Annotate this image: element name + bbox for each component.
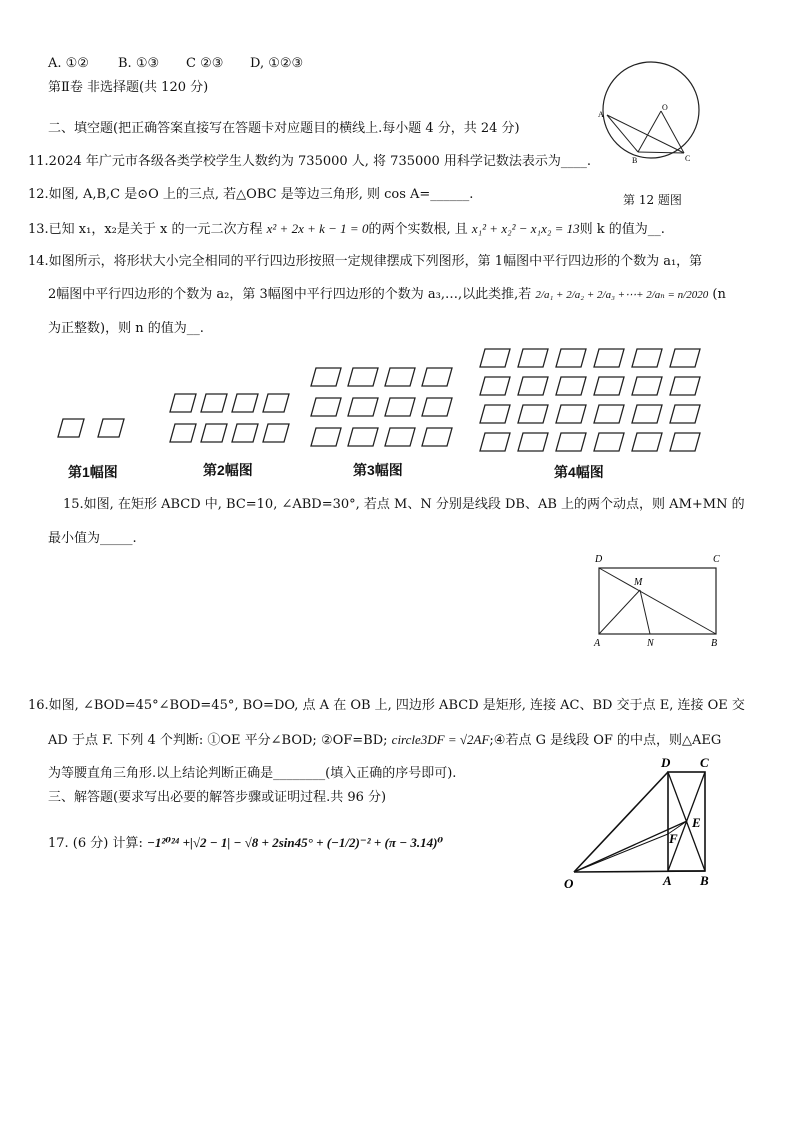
label-a: A [598,110,604,119]
segment-ob [574,871,705,872]
label-b: B [632,156,638,165]
fig3-parallelogram [385,428,415,446]
fig4-parallelogram [632,377,662,395]
q13-mid: 的两个实数根, 且 [368,222,468,237]
segment-ab [607,115,638,152]
fig3-parallelogram [385,398,415,416]
fig4-parallelogram [594,405,624,423]
label-c: C [685,154,691,163]
question-11: 11.2024 年广元市各级各类学校学生人数约为 735000 人, 将 735000 用科学记数法表示为____. [28,154,592,169]
label-e: E [692,815,701,830]
segment-oc [661,111,684,153]
fig4-parallelogram [556,377,586,395]
fig3-parallelogram [422,428,452,446]
fig3-parallelogram [348,398,378,416]
segment-bc [638,152,684,153]
fig3-parallelogram [385,368,415,386]
q13-suffix: 则 k 的值为__. [579,222,665,237]
fig4-parallelogram [480,377,510,395]
question-15-line-1: 15.如图, 在矩形 ABCD 中, BC=10, ∠ABD=30°, 若点 M、N 分别是线段 DB、AB 上的两个动点，则 AM+MN 的 [63,497,745,512]
label-o: O [564,876,574,890]
q13-condition: x₁² + x₂² − x₁x₂ = 13 [471,221,580,236]
fig4-parallelogram [556,405,586,423]
figure-3-caption: 第3幅图 [353,462,403,478]
fig2-parallelogram [232,424,258,442]
question-16-line-2 [48,731,721,750]
fig3-parallelogram [311,398,341,416]
q12-circle-figure [596,60,706,172]
parallelogram-figures [48,342,718,454]
question-14-line-1: 14.如图所示，将形状大小完全相同的平行四边形按照一定规律摆成下列图形，第 1幅图中平行四边形的个数为 a₁，第 [28,254,703,269]
fig2-parallelogram [170,424,196,442]
fig2-parallelogram [170,394,196,412]
section3-heading: 三、解答题(要求写出必要的解答步骤或证明过程.共 96 分) [48,790,387,805]
label-a: A [594,638,601,649]
option-b: B. ①③ [118,56,160,71]
q16-line2-c: ;④若点 G 是线段 OF 的中点，则△AEG [489,733,722,748]
diagonal-db [599,568,716,634]
label-m: M [634,577,643,588]
fig3-parallelogram [311,368,341,386]
fig2-parallelogram [232,394,258,412]
label-c: C [700,755,709,770]
question-17 [48,834,443,853]
q15-rectangle-figure [590,548,730,650]
segment-am [599,590,640,634]
fig4-parallelogram [518,377,548,395]
fig3-parallelogram [311,428,341,446]
fig4-parallelogram [594,433,624,451]
figure-4-caption: 第4幅图 [554,464,604,480]
fig4-parallelogram [556,433,586,451]
label-f: F [669,831,678,846]
fig3-parallelogram [348,368,378,386]
question-14-line-3: 为正整数)，则 n 的值为__. [48,321,204,336]
q13-equation: x² + 2x + k − 1 = 0 [266,221,369,236]
q14-line2-tail: (n [712,287,726,302]
label-d: D [595,554,603,565]
question-15-line-2: 最小值为_____. [48,531,137,546]
q16-line2-b: circle3DF = √2AF [391,732,490,747]
figure-1-caption: 第1幅图 [68,464,118,480]
fig4-parallelogram [632,405,662,423]
option-c: C ②③ [186,56,224,71]
question-16-line-3: 为等腰直角三角形.以上结论判断正确是________(填入正确的序号即可). [48,766,457,781]
q13-prefix: 13.已知 x₁，x₂是关于 x 的一元二次方程 [28,222,263,237]
label-c: C [713,554,720,565]
figure-2-caption: 第2幅图 [203,462,253,478]
fig4-parallelogram [632,349,662,367]
fig4-parallelogram [556,349,586,367]
segment-mn [640,590,650,634]
label-b: B [711,638,718,649]
option-a: A. ①② [48,56,89,71]
fig3-parallelogram [422,398,452,416]
q12-caption: 第 12 题图 [623,193,682,207]
q17-expression: −1²⁰²⁴ +|√2 − 1| − √8 + 2sin45° + (−1/2)⁻² + (π − 3.14)⁰ [147,835,444,850]
label-a: A [663,873,672,888]
fig1-parallelogram [98,419,124,437]
fig4-parallelogram [518,405,548,423]
fig3-parallelogram [348,428,378,446]
fig3-parallelogram [422,368,452,386]
label-n: N [647,638,654,649]
fig4-parallelogram [518,433,548,451]
label-d: D [661,755,671,770]
q14-line2-text: 2幅图中平行四边形的个数为 a₂，第 3幅图中平行四边形的个数为 a₃,…,以此类推,若 [48,287,532,302]
segment-ac [607,115,684,153]
fig4-parallelogram [480,433,510,451]
fig2-parallelogram [263,394,289,412]
fig2-parallelogram [201,424,227,442]
question-13 [28,220,665,239]
question-16-line-1: 16.如图, ∠BOD=45°∠BOD=45°, BO=DO, 点 A 在 OB 上, 四边形 ABCD 是矩形, 连接 AC、BD 交于点 E, 连接 OE 交 [28,698,745,713]
part2-heading: 第Ⅱ卷 非选择题(共 120 分) [48,80,209,95]
fig2-parallelogram [263,424,289,442]
segment-of [574,834,668,872]
fig4-parallelogram [670,349,700,367]
fig4-parallelogram [670,433,700,451]
fig4-parallelogram [632,433,662,451]
circle-o [603,62,699,158]
question-12: 12.如图, A,B,C 是⊙O 上的三点, 若△OBC 是等边三角形, 则 cos A=______. [28,187,474,202]
label-o: O [662,103,668,112]
fig4-parallelogram [480,349,510,367]
fig4-parallelogram [594,349,624,367]
fig4-parallelogram [594,377,624,395]
fig2-parallelogram [201,394,227,412]
fig4-parallelogram [670,377,700,395]
fig4-parallelogram [480,405,510,423]
q16-line2-a: AD 于点 F. 下列 4 个判断: ①OE 平分∠BOD; ②OF=BD; [48,733,388,748]
label-b: B [700,873,709,888]
q16-figure [560,755,730,890]
fig1-parallelogram [58,419,84,437]
fig4-parallelogram [518,349,548,367]
segment-od [574,772,668,872]
section2-heading: 二、填空题(把正确答案直接写在答题卡对应题目的横线上.每小题 4 分，共 24 分) [48,121,520,136]
question-14-line-2 [48,286,726,304]
q14-formula: 2/a₁ + 2/a₂ + 2/a₃ +⋯+ 2/aₙ = n/2020 [535,289,709,301]
fig4-parallelogram [670,405,700,423]
q17-prefix: 17. (6 分) 计算: [48,836,143,851]
option-d: D, ①②③ [250,56,304,71]
